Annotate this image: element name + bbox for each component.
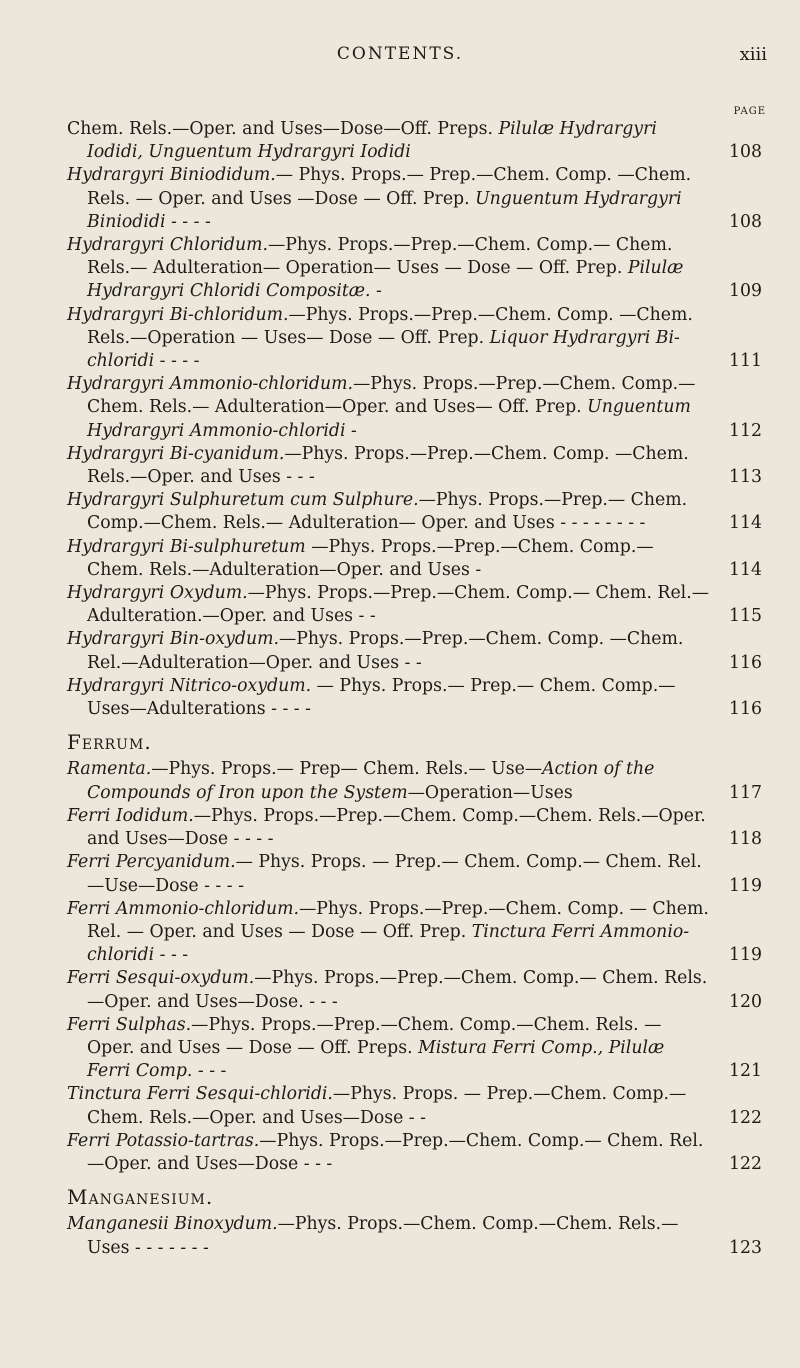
- toc-entry: [67, 898, 769, 968]
- toc-entry: [67, 1083, 769, 1129]
- toc-entry-text: Hydrargyri Bi-chloridum.—Phys. Props.—Prep.—Chem. Comp. —Chem. Rels.—Operation — Uses— Dose — Off. Prep. Liquor Hydrargyri Bi-chloridi - - - -: [67, 304, 693, 372]
- toc-entry: [67, 675, 769, 721]
- toc-entry: [67, 582, 769, 628]
- toc-page-number: 115: [729, 606, 762, 627]
- running-title: CONTENTS.: [336, 44, 464, 64]
- toc-entry-text: Hydrargyri Sulphuretum cum Sulphure.—Phys. Props.—Prep.— Chem. Comp.—Chem. Rels.— Adulteration— Oper. and Uses - - - - - - - -: [67, 490, 688, 534]
- toc-page-number: 122: [729, 1153, 762, 1174]
- toc-entry: [67, 967, 769, 1013]
- toc-page-number: 114: [729, 513, 762, 534]
- folio-number: xiii: [739, 44, 767, 65]
- toc-entry-text: Ferri Percyanidum.— Phys. Props. — Prep.— Chem. Comp.— Chem. Rel.—Use—Dose - - - -: [67, 852, 702, 896]
- page-column-label: PAGE: [733, 106, 766, 117]
- toc-entry-text: Ferri Sesqui-oxydum.—Phys. Props.—Prep.—Chem. Comp.— Chem. Rels.—Oper. and Uses—Dose. - - -: [67, 968, 708, 1012]
- section-heading: Ferrum.: [67, 730, 152, 755]
- toc-page-number: 111: [729, 351, 762, 372]
- toc-entry-text: Hydrargyri Bi-cyanidum.—Phys. Props.—Prep.—Chem. Comp. —Chem. Rels.—Oper. and Uses - - -: [67, 443, 689, 488]
- toc-entry: [67, 304, 769, 374]
- toc-page-number: 116: [729, 652, 762, 673]
- toc-page-number: 119: [729, 875, 762, 896]
- toc-entry-text: Hydrargyri Chloridum.—Phys. Props.—Prep.—Chem. Comp.— Chem. Rels.— Adulteration— Operation— Uses — Dose — Off. Prep. Pilulæ Hydrargyri Chloridi Compositæ. -: [67, 235, 684, 302]
- toc-page-number: 113: [729, 467, 762, 488]
- toc-entry-text: Ferri Sulphas.—Phys. Props.—Prep.—Chem. Comp.—Chem. Rels. — Oper. and Uses — Dose — Off. Preps. Mistura Ferri Comp., Pilulæ Ferri Comp. - - -: [67, 1014, 665, 1082]
- toc-entry-text: Ferri Iodidum.—Phys. Props.—Prep.—Chem. Comp.—Chem. Rels.—Oper. and Uses—Dose - - - -: [67, 805, 706, 850]
- toc-entry: [67, 1130, 769, 1176]
- contents-list: [67, 118, 769, 1260]
- toc-page-number: 122: [729, 1107, 762, 1128]
- toc-page-number: 121: [729, 1061, 762, 1082]
- toc-page-number: 118: [729, 829, 762, 850]
- toc-page-number: 108: [729, 211, 762, 232]
- toc-page-number: 116: [729, 699, 762, 720]
- toc-entry-text: Hydrargyri Oxydum.—Phys. Props.—Prep.—Chem. Comp.— Chem. Rel.—Adulteration.—Oper. and Uses - -: [67, 583, 709, 627]
- toc-page-number: 112: [729, 420, 762, 441]
- toc-entry: [67, 628, 769, 674]
- toc-entry-text: Ferri Potassio-tartras.—Phys. Props.—Prep.—Chem. Comp.— Chem. Rel.—Oper. and Uses—Dose - - -: [67, 1130, 704, 1174]
- toc-entry: [67, 234, 769, 304]
- toc-page-number: 119: [729, 945, 762, 966]
- toc-entry-text: Ferri Ammonio-chloridum.—Phys. Props.—Prep.—Chem. Comp. — Chem. Rel. — Oper. and Uses — Dose — Off. Prep. Tinctura Ferri Ammonio-chloridi - - -: [67, 898, 709, 966]
- toc-entry: [67, 1213, 769, 1259]
- toc-entry-text: Hydrargyri Nitrico-oxydum. — Phys. Props.— Prep.— Chem. Comp.—Uses—Adulterations - - - -: [67, 675, 676, 720]
- section-heading: Manganesium.: [67, 1185, 214, 1210]
- toc-page-number: 108: [729, 142, 762, 163]
- toc-entry: [67, 373, 769, 443]
- toc-entry-text: Hydrargyri Bi-sulphuretum —Phys. Props.—Prep.—Chem. Comp.— Chem. Rels.—Adulteration—Oper. and Uses -: [67, 536, 654, 580]
- toc-entry-text: Hydrargyri Bin-oxydum.—Phys. Props.—Prep.—Chem. Comp. —Chem. Rel.—Adulteration—Oper. and Uses - -: [67, 629, 684, 673]
- toc-page-number: 114: [729, 559, 762, 580]
- toc-entry: [67, 758, 769, 804]
- toc-entry-text: Ramenta.—Phys. Props.— Prep— Chem. Rels.— Use—Action of the Compounds of Iron upon the System—Operation—Uses: [67, 759, 655, 803]
- toc-entry-text: Chem. Rels.—Oper. and Uses—Dose—Off. Preps. Pilulæ Hydrargyri Iodidi, Unguentum Hydrargyri Iodidi: [67, 119, 657, 163]
- toc-page-number: 109: [729, 281, 762, 302]
- toc-entry: [67, 536, 769, 582]
- toc-entry-text: Manganesii Binoxydum.—Phys. Props.—Chem. Comp.—Chem. Rels.—Uses - - - - - - -: [67, 1214, 679, 1258]
- toc-entry-text: Hydrargyri Ammonio-chloridum.—Phys. Props.—Prep.—Chem. Comp.—Chem. Rels.— Adulteration—Oper. and Uses— Off. Prep. Unguentum Hydrargyri Ammonio-chloridi -: [67, 374, 696, 441]
- toc-entry-text: Hydrargyri Biniodidum.— Phys. Props.— Prep.—Chem. Comp. —Chem. Rels. — Oper. and Uses —Dose — Off. Prep. Unguentum Hydrargyri Biniodidi - - - -: [67, 165, 692, 232]
- toc-page-number: 117: [729, 782, 762, 803]
- toc-entry: [67, 443, 769, 489]
- toc-entry: [67, 489, 769, 535]
- page-header: [0, 44, 800, 74]
- toc-entry-text: Tinctura Ferri Sesqui-chloridi.—Phys. Props. — Prep.—Chem. Comp.—Chem. Rels.—Oper. and Uses—Dose - -: [67, 1084, 687, 1128]
- toc-entry: [67, 1014, 769, 1084]
- toc-entry: [67, 805, 769, 851]
- toc-page-number: 120: [729, 991, 762, 1012]
- toc-entry: [67, 851, 769, 897]
- toc-entry: [67, 164, 769, 234]
- toc-page-number: 123: [729, 1237, 762, 1258]
- toc-entry: [67, 118, 769, 164]
